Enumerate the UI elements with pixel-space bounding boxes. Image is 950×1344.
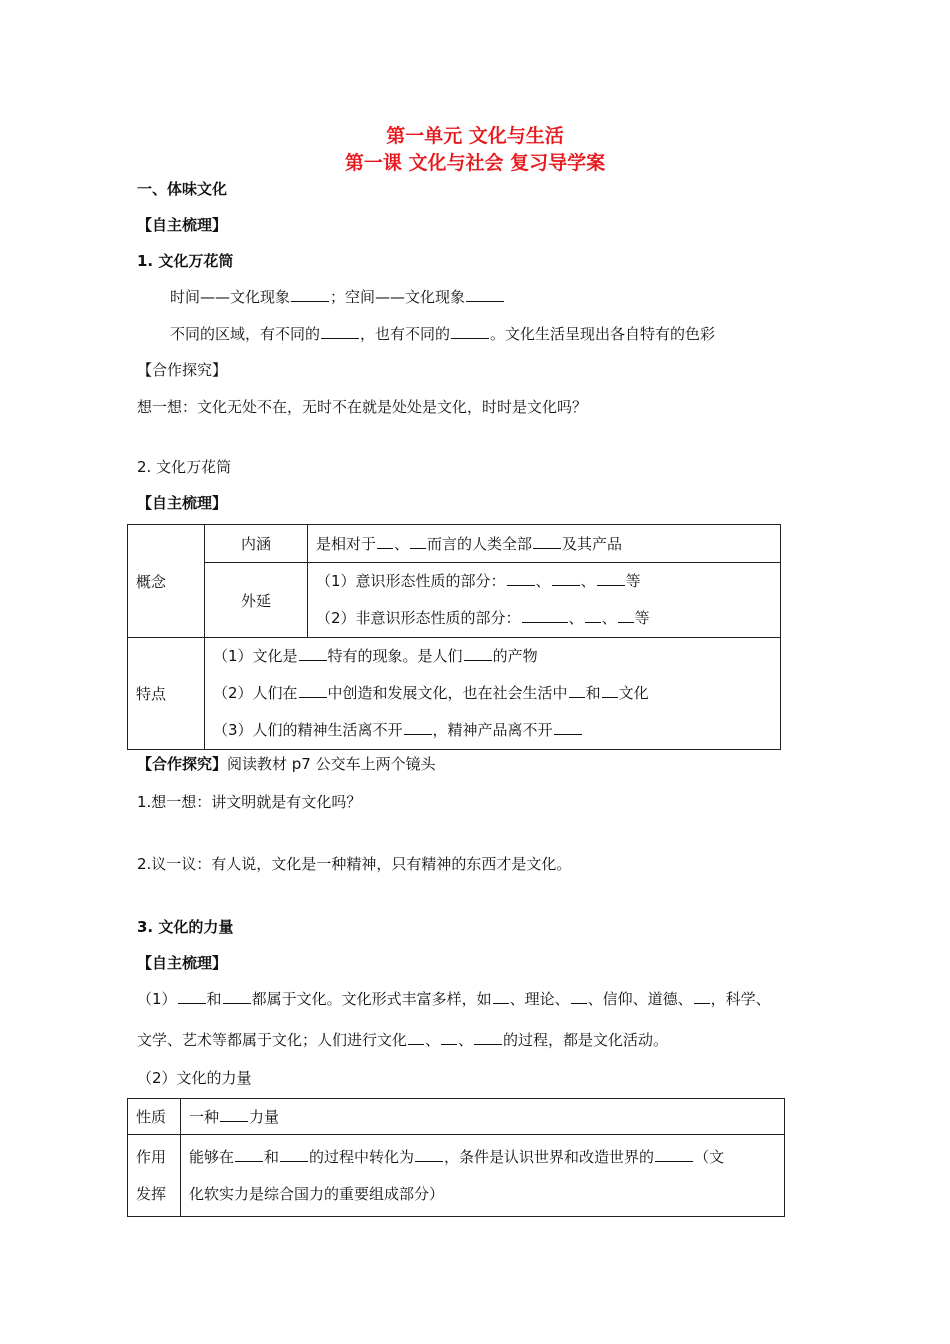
cell-concept: 概念 — [128, 525, 205, 638]
text: 、理论、 — [509, 990, 570, 1008]
text: 、信仰、道德、 — [587, 990, 693, 1008]
s3-p3: （2）文化的力量 — [137, 1069, 252, 1087]
fill-blank[interactable] — [415, 1146, 443, 1162]
title-line2: 第一课 文化与社会 复习导学案 — [344, 152, 606, 174]
text: （文 — [694, 1147, 725, 1166]
text: 。文化生活呈现出各自特有的色彩 — [490, 325, 716, 343]
fill-blank[interactable] — [602, 682, 618, 698]
text: （2）非意识形态性质的部分： — [316, 609, 521, 627]
cell-neihan: 内涵 — [205, 525, 308, 563]
cell-waiyan: 外延 — [205, 563, 308, 638]
fill-blank[interactable] — [466, 286, 504, 302]
fill-blank[interactable] — [618, 607, 634, 623]
fill-blank[interactable] — [377, 533, 393, 549]
text: 文学、艺术等都属于文化；人们进行文化 — [137, 1031, 408, 1049]
text: 和 — [206, 990, 222, 1008]
s1-line2 — [170, 323, 715, 344]
text: （1） — [137, 990, 177, 1008]
text: 特有的现象。是人们 — [327, 647, 463, 665]
fill-blank[interactable] — [569, 682, 585, 698]
fill-blank[interactable] — [404, 719, 432, 735]
fill-blank[interactable] — [223, 988, 251, 1004]
s3-item: 3. 文化的力量 — [137, 918, 234, 936]
fill-blank[interactable] — [552, 570, 580, 586]
text: 时间——文化现象 — [170, 288, 291, 306]
text: 等 — [634, 609, 650, 627]
text: 、 — [425, 1031, 441, 1049]
cell-neihan-text — [308, 525, 781, 563]
text: 、 — [601, 609, 617, 627]
text: （2）人们在 — [213, 684, 298, 702]
fill-blank[interactable] — [441, 1029, 457, 1045]
text: 、 — [580, 572, 596, 590]
fill-blank[interactable] — [299, 645, 327, 661]
fill-blank[interactable] — [571, 988, 587, 1004]
text: ；空间——文化现象 — [330, 288, 466, 306]
s1-question: 想一想：文化无处不在，无时不在就是处处是文化，时时是文化吗？ — [137, 398, 588, 416]
text: ，科学、 — [710, 990, 771, 1008]
cell-zuoyong — [128, 1135, 181, 1217]
culture-power-table — [127, 1098, 785, 1217]
fill-blank[interactable] — [220, 1106, 248, 1122]
fill-blank[interactable] — [655, 1146, 693, 1162]
text: 、 — [535, 572, 551, 590]
text: 、 — [568, 609, 584, 627]
s1-tag-self: 【自主梳理】 — [137, 216, 228, 234]
culture-concept-table — [127, 524, 781, 750]
text: 是相对于 — [316, 535, 377, 553]
cell-zuoyong-text — [181, 1135, 785, 1217]
s3-p1 — [137, 988, 771, 1009]
text: （1）文化是 — [213, 647, 298, 665]
s2-tag-self: 【自主梳理】 — [137, 494, 228, 512]
text: 、 — [394, 535, 410, 553]
fill-blank[interactable] — [493, 988, 509, 1004]
text: ，条件是认识世界和改造世界的 — [444, 1147, 655, 1166]
s2-q1: 1.想一想：讲文明就是有文化吗？ — [137, 793, 362, 811]
fill-blank[interactable] — [464, 645, 492, 661]
s2-item: 2. 文化万花筒 — [137, 458, 232, 476]
text: 中创造和发展文化，也在社会生活中 — [327, 684, 568, 702]
cell-xingzhi-text — [181, 1099, 785, 1135]
text: ，精神产品离不开 — [432, 721, 553, 739]
text: 发挥 — [136, 1184, 167, 1203]
fill-blank[interactable] — [408, 1029, 424, 1045]
text: 和 — [264, 1147, 280, 1166]
text: 而言的人类全部 — [427, 535, 533, 553]
text: 的过程，都是文化活动。 — [503, 1031, 669, 1049]
fill-blank[interactable] — [299, 682, 327, 698]
fill-blank[interactable] — [410, 533, 426, 549]
cell-waiyan-text — [308, 563, 781, 638]
text: 一种 — [189, 1108, 220, 1126]
text: 的产物 — [492, 647, 538, 665]
text: 都属于文化。文化形式丰富多样，如 — [251, 990, 492, 1008]
cell-tedian: 特点 — [128, 638, 205, 750]
text: 作用 — [136, 1147, 167, 1166]
text: ，也有不同的 — [360, 325, 451, 343]
cell-xingzhi: 性质 — [128, 1099, 181, 1135]
s1-line1 — [170, 286, 505, 307]
text: （1）意识形态性质的部分： — [316, 572, 506, 590]
text: 等 — [625, 572, 641, 590]
text: （3）人们的精神生活离不开 — [213, 721, 403, 739]
fill-blank[interactable] — [533, 533, 561, 549]
fill-blank[interactable] — [694, 988, 710, 1004]
fill-blank[interactable] — [474, 1029, 502, 1045]
text: 和 — [585, 684, 601, 702]
text: 力量 — [249, 1108, 280, 1126]
title-line1: 第一单元 文化与生活 — [386, 125, 564, 147]
text: 不同的区域，有不同的 — [170, 325, 321, 343]
fill-blank[interactable] — [585, 607, 601, 623]
text: 阅读教材 p7 公交车上两个镜头 — [227, 755, 436, 773]
s2-coop — [137, 753, 436, 774]
tag: 【合作探究】 — [137, 755, 228, 773]
text: 、 — [458, 1031, 474, 1049]
section1-heading: 一、体味文化 — [137, 180, 228, 198]
s3-p2 — [137, 1029, 668, 1050]
fill-blank[interactable] — [507, 570, 535, 586]
fill-blank[interactable] — [554, 719, 582, 735]
s3-tag: 【自主梳理】 — [137, 954, 228, 972]
fill-blank[interactable] — [291, 286, 329, 302]
fill-blank[interactable] — [451, 323, 489, 339]
s2-q2: 2.议一议：有人说，文化是一种精神，只有精神的东西才是文化。 — [137, 855, 572, 873]
cell-tedian-text — [205, 638, 781, 750]
text: 的过程中转化为 — [309, 1147, 415, 1166]
fill-blank[interactable] — [522, 607, 568, 623]
text: 及其产品 — [562, 535, 623, 553]
fill-blank[interactable] — [597, 570, 625, 586]
s1-item: 1. 文化万花筒 — [137, 252, 234, 270]
fill-blank[interactable] — [235, 1146, 263, 1162]
fill-blank[interactable] — [321, 323, 359, 339]
text: 能够在 — [189, 1147, 235, 1166]
text: 化软实力是综合国力的重要组成部分） — [189, 1184, 445, 1203]
fill-blank[interactable] — [178, 988, 206, 1004]
text: 文化 — [618, 684, 649, 702]
fill-blank[interactable] — [280, 1146, 308, 1162]
s1-tag-coop: 【合作探究】 — [137, 361, 228, 379]
